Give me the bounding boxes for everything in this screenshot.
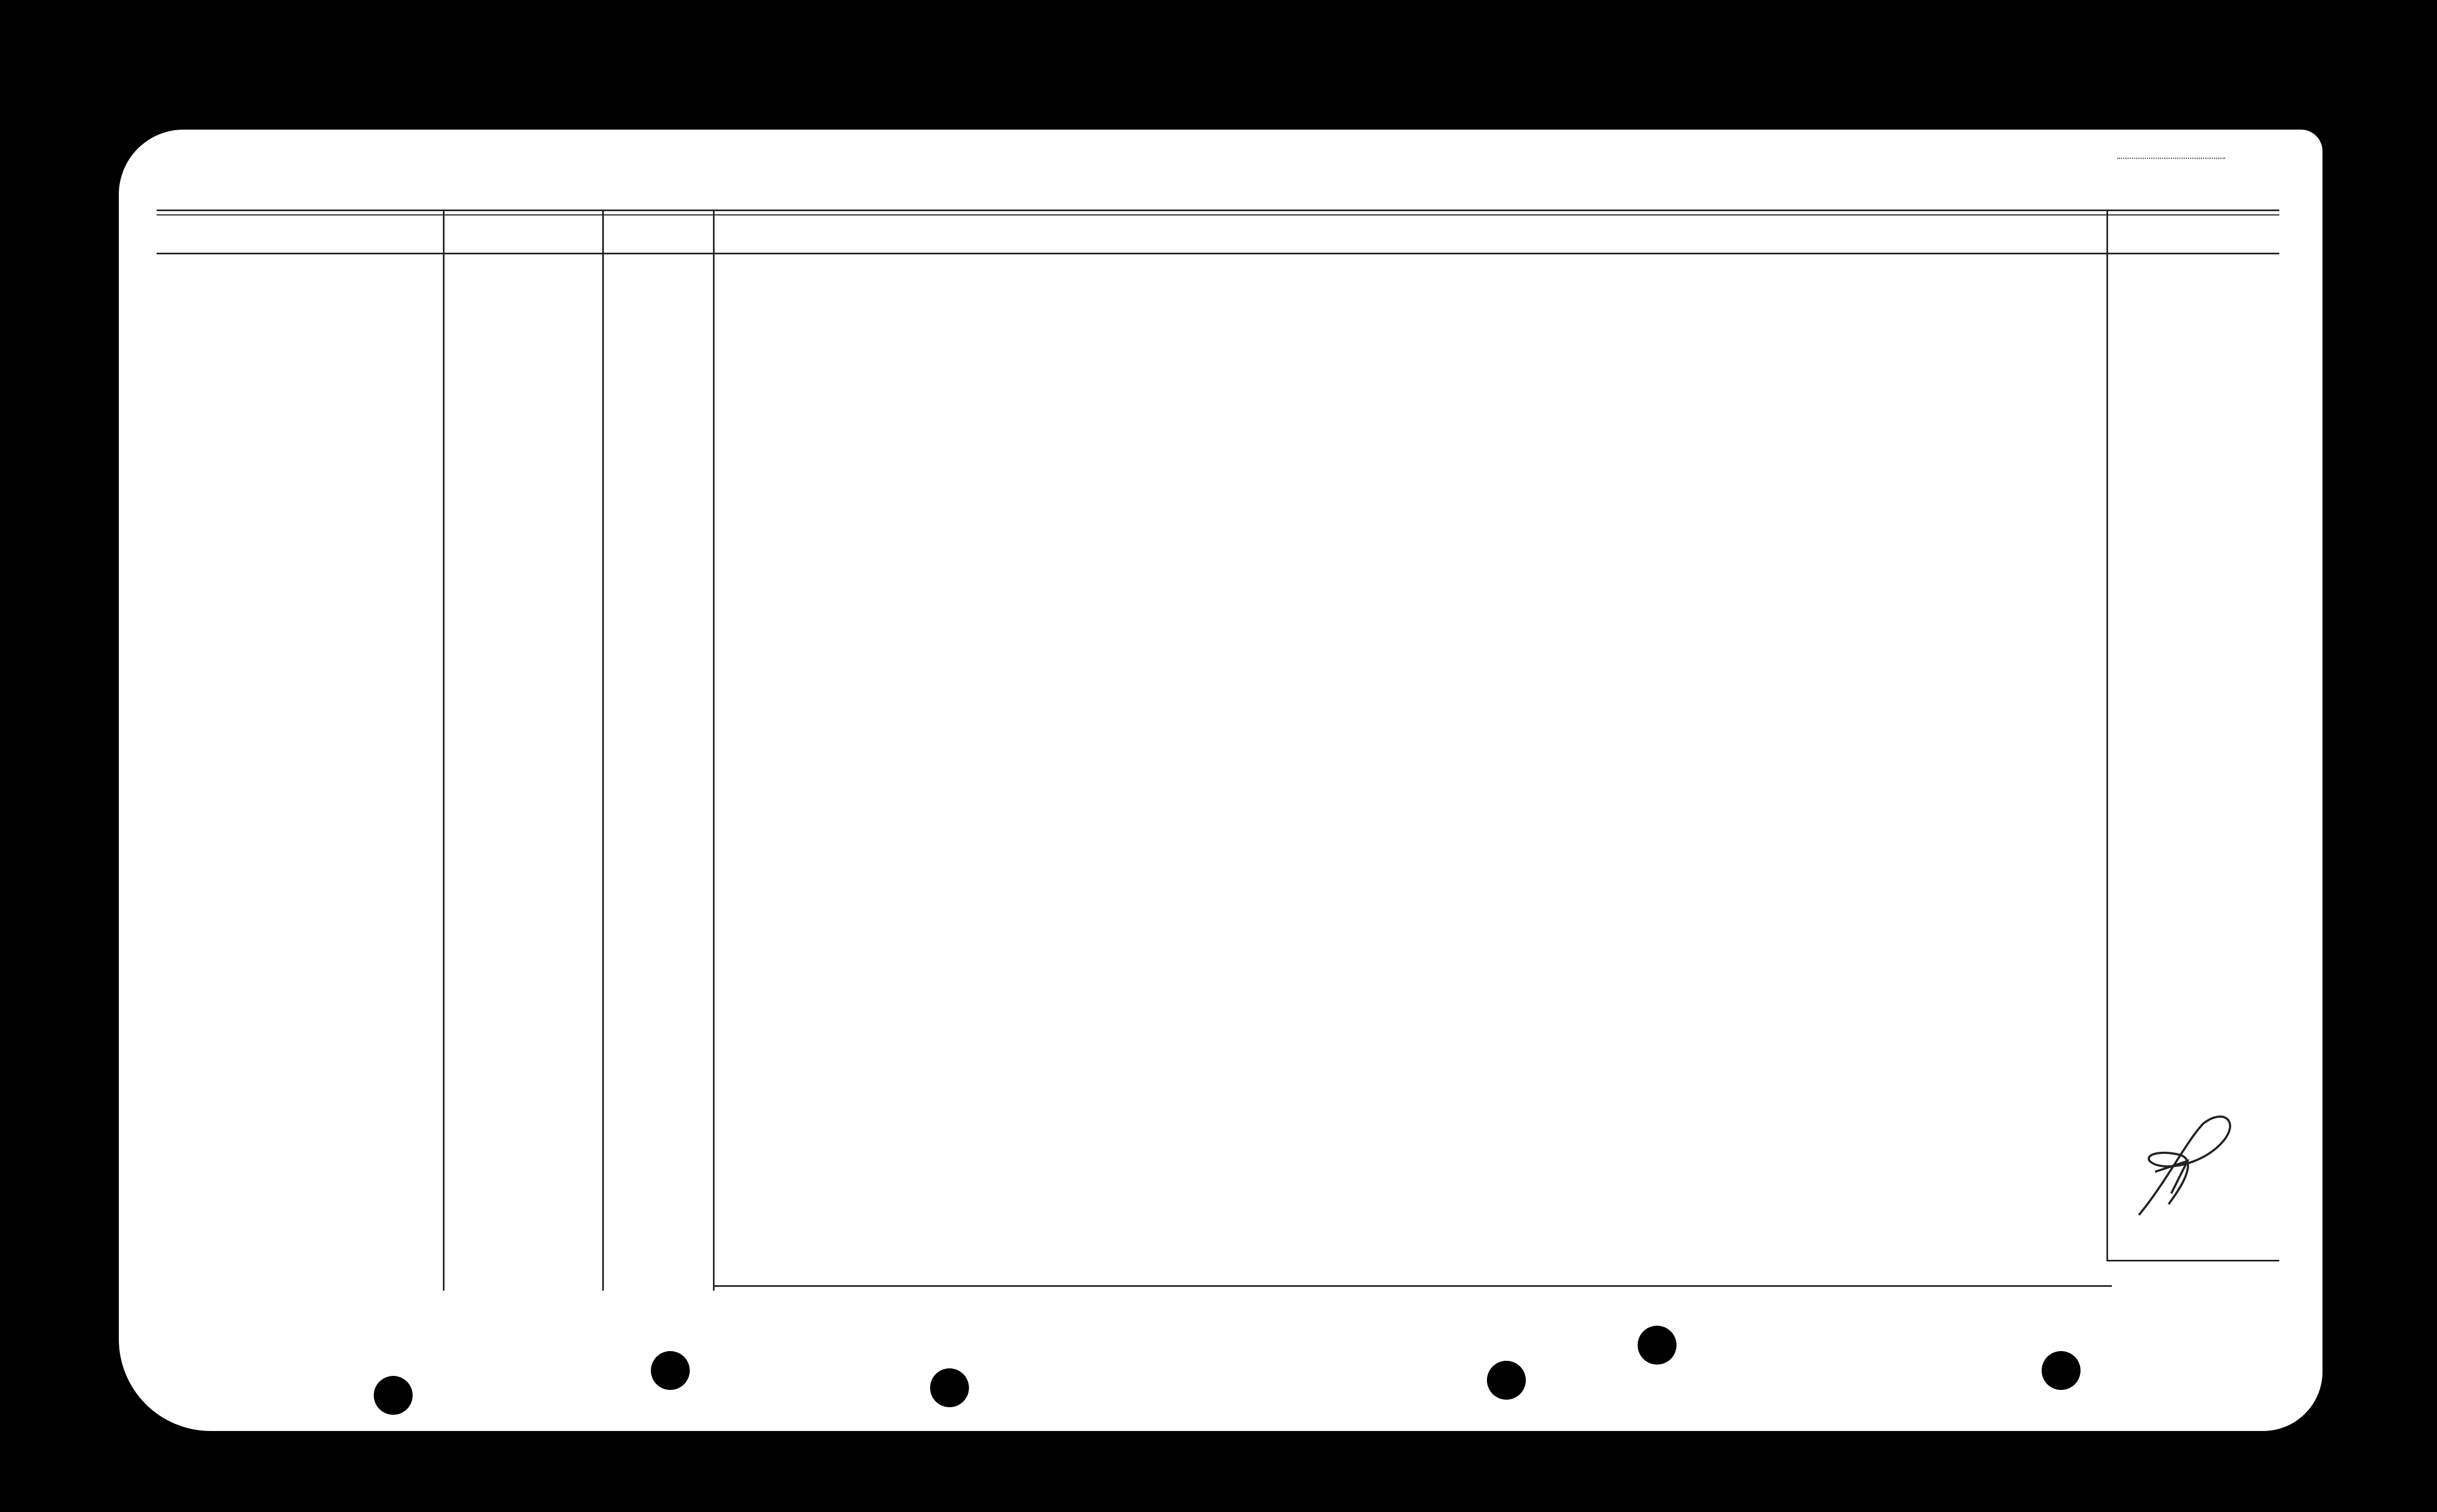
diary-form-page bbox=[119, 130, 2322, 1431]
top-rule-1 bbox=[157, 210, 2279, 211]
reference-bottom-rule bbox=[2106, 1260, 2279, 1261]
binder-hole bbox=[1487, 1361, 1526, 1400]
date-time-divider bbox=[602, 211, 604, 1291]
binder-hole bbox=[2042, 1351, 2081, 1390]
binder-hole bbox=[651, 1351, 690, 1390]
summary-reference-divider bbox=[2106, 211, 2108, 1261]
binder-hole bbox=[1638, 1326, 1677, 1365]
summary-bottom-rule bbox=[713, 1285, 2112, 1287]
place-date-divider bbox=[443, 211, 445, 1291]
initials-signature bbox=[2117, 1102, 2258, 1231]
header-bottom-rule bbox=[157, 253, 2279, 254]
time-summary-divider bbox=[713, 211, 715, 1291]
binder-hole bbox=[374, 1376, 413, 1415]
top-rule-2 bbox=[157, 214, 2279, 215]
page-no-underline bbox=[2117, 158, 2225, 159]
binder-hole bbox=[930, 1368, 969, 1407]
